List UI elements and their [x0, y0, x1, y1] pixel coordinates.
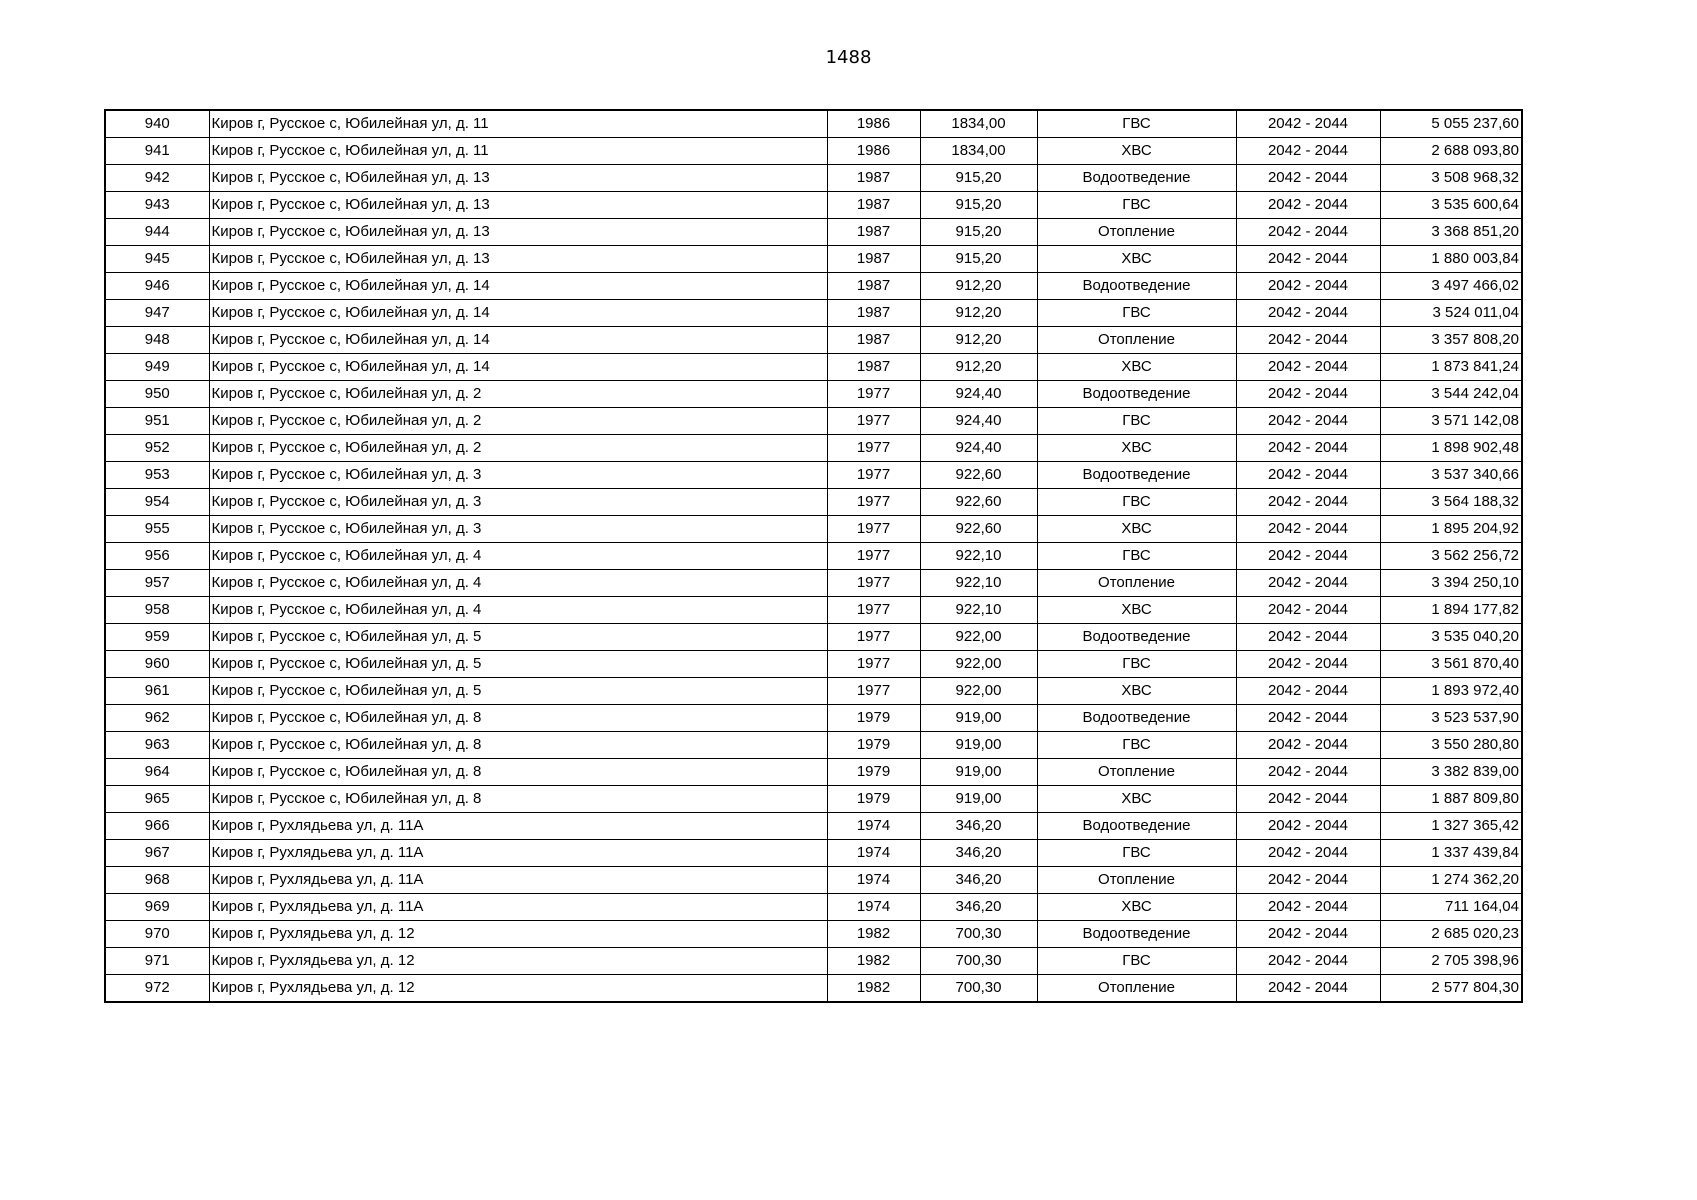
service-type-cell: ГВС — [1037, 408, 1236, 435]
year-built-cell: 1979 — [827, 759, 920, 786]
row-number-cell: 957 — [105, 570, 209, 597]
service-type-cell: ХВС — [1037, 138, 1236, 165]
cost-cell: 3 523 537,90 — [1380, 705, 1522, 732]
service-type-cell: Отопление — [1037, 570, 1236, 597]
area-cell: 912,20 — [920, 327, 1037, 354]
cost-cell: 3 564 188,32 — [1380, 489, 1522, 516]
cost-cell: 1 893 972,40 — [1380, 678, 1522, 705]
period-cell: 2042 - 2044 — [1236, 705, 1380, 732]
service-type-cell: Водоотведение — [1037, 462, 1236, 489]
area-cell: 915,20 — [920, 219, 1037, 246]
row-number-cell: 958 — [105, 597, 209, 624]
period-cell: 2042 - 2044 — [1236, 489, 1380, 516]
table-body — [105, 110, 1522, 1002]
table-row — [105, 381, 1522, 408]
row-number-cell: 942 — [105, 165, 209, 192]
row-number-cell: 963 — [105, 732, 209, 759]
service-type-cell: ХВС — [1037, 894, 1236, 921]
cost-cell: 1 880 003,84 — [1380, 246, 1522, 273]
year-built-cell: 1974 — [827, 840, 920, 867]
table-row — [105, 948, 1522, 975]
area-cell: 346,20 — [920, 840, 1037, 867]
address-cell: Киров г, Русское с, Юбилейная ул, д. 5 — [209, 678, 827, 705]
table-row — [105, 867, 1522, 894]
service-type-cell: ХВС — [1037, 354, 1236, 381]
service-type-cell: ГВС — [1037, 840, 1236, 867]
cost-cell: 1 873 841,24 — [1380, 354, 1522, 381]
row-number-cell: 941 — [105, 138, 209, 165]
table-row — [105, 192, 1522, 219]
table-row — [105, 624, 1522, 651]
period-cell: 2042 - 2044 — [1236, 435, 1380, 462]
service-type-cell: ХВС — [1037, 786, 1236, 813]
year-built-cell: 1979 — [827, 705, 920, 732]
year-built-cell: 1977 — [827, 381, 920, 408]
address-cell: Киров г, Русское с, Юбилейная ул, д. 14 — [209, 273, 827, 300]
row-number-cell: 966 — [105, 813, 209, 840]
address-cell: Киров г, Русское с, Юбилейная ул, д. 11 — [209, 110, 827, 138]
year-built-cell: 1974 — [827, 813, 920, 840]
cost-cell: 1 895 204,92 — [1380, 516, 1522, 543]
table-row — [105, 138, 1522, 165]
year-built-cell: 1987 — [827, 219, 920, 246]
area-cell: 919,00 — [920, 732, 1037, 759]
year-built-cell: 1987 — [827, 273, 920, 300]
row-number-cell: 967 — [105, 840, 209, 867]
area-cell: 1834,00 — [920, 138, 1037, 165]
area-cell: 346,20 — [920, 894, 1037, 921]
address-cell: Киров г, Русское с, Юбилейная ул, д. 4 — [209, 570, 827, 597]
period-cell: 2042 - 2044 — [1236, 219, 1380, 246]
table-row — [105, 354, 1522, 381]
year-built-cell: 1974 — [827, 867, 920, 894]
row-number-cell: 956 — [105, 543, 209, 570]
area-cell: 915,20 — [920, 192, 1037, 219]
cost-cell: 711 164,04 — [1380, 894, 1522, 921]
year-built-cell: 1987 — [827, 246, 920, 273]
service-type-cell: Отопление — [1037, 327, 1236, 354]
row-number-cell: 961 — [105, 678, 209, 705]
cost-cell: 2 577 804,30 — [1380, 975, 1522, 1003]
row-number-cell: 947 — [105, 300, 209, 327]
row-number-cell: 953 — [105, 462, 209, 489]
period-cell: 2042 - 2044 — [1236, 732, 1380, 759]
table-row — [105, 435, 1522, 462]
address-cell: Киров г, Русское с, Юбилейная ул, д. 8 — [209, 786, 827, 813]
row-number-cell: 959 — [105, 624, 209, 651]
period-cell: 2042 - 2044 — [1236, 327, 1380, 354]
service-type-cell: ГВС — [1037, 489, 1236, 516]
table-row — [105, 110, 1522, 138]
address-cell: Киров г, Русское с, Юбилейная ул, д. 14 — [209, 327, 827, 354]
table-row — [105, 759, 1522, 786]
period-cell: 2042 - 2044 — [1236, 110, 1380, 138]
area-cell: 922,10 — [920, 570, 1037, 597]
address-cell: Киров г, Русское с, Юбилейная ул, д. 13 — [209, 219, 827, 246]
table-row — [105, 975, 1522, 1003]
cost-cell: 3 357 808,20 — [1380, 327, 1522, 354]
cost-cell: 3 535 040,20 — [1380, 624, 1522, 651]
cost-cell: 1 894 177,82 — [1380, 597, 1522, 624]
area-cell: 700,30 — [920, 975, 1037, 1003]
registry-table — [104, 109, 1523, 1003]
row-number-cell: 971 — [105, 948, 209, 975]
table-row — [105, 678, 1522, 705]
row-number-cell: 964 — [105, 759, 209, 786]
row-number-cell: 943 — [105, 192, 209, 219]
area-cell: 346,20 — [920, 813, 1037, 840]
year-built-cell: 1977 — [827, 489, 920, 516]
period-cell: 2042 - 2044 — [1236, 786, 1380, 813]
address-cell: Киров г, Русское с, Юбилейная ул, д. 8 — [209, 705, 827, 732]
service-type-cell: Отопление — [1037, 867, 1236, 894]
row-number-cell: 944 — [105, 219, 209, 246]
year-built-cell: 1977 — [827, 543, 920, 570]
cost-cell: 1 327 365,42 — [1380, 813, 1522, 840]
area-cell: 922,60 — [920, 489, 1037, 516]
table-row — [105, 327, 1522, 354]
area-cell: 915,20 — [920, 165, 1037, 192]
cost-cell: 3 537 340,66 — [1380, 462, 1522, 489]
row-number-cell: 968 — [105, 867, 209, 894]
cost-cell: 3 550 280,80 — [1380, 732, 1522, 759]
period-cell: 2042 - 2044 — [1236, 570, 1380, 597]
period-cell: 2042 - 2044 — [1236, 678, 1380, 705]
year-built-cell: 1982 — [827, 948, 920, 975]
area-cell: 924,40 — [920, 408, 1037, 435]
address-cell: Киров г, Рухлядьева ул, д. 11А — [209, 840, 827, 867]
area-cell: 922,10 — [920, 543, 1037, 570]
address-cell: Киров г, Русское с, Юбилейная ул, д. 3 — [209, 516, 827, 543]
row-number-cell: 972 — [105, 975, 209, 1003]
year-built-cell: 1986 — [827, 138, 920, 165]
table-row — [105, 246, 1522, 273]
period-cell: 2042 - 2044 — [1236, 759, 1380, 786]
service-type-cell: Отопление — [1037, 975, 1236, 1003]
row-number-cell: 945 — [105, 246, 209, 273]
row-number-cell: 946 — [105, 273, 209, 300]
area-cell: 912,20 — [920, 300, 1037, 327]
row-number-cell: 965 — [105, 786, 209, 813]
cost-cell: 3 497 466,02 — [1380, 273, 1522, 300]
cost-cell: 2 705 398,96 — [1380, 948, 1522, 975]
year-built-cell: 1987 — [827, 192, 920, 219]
period-cell: 2042 - 2044 — [1236, 354, 1380, 381]
service-type-cell: ГВС — [1037, 300, 1236, 327]
page-number: 1488 — [825, 47, 872, 68]
address-cell: Киров г, Русское с, Юбилейная ул, д. 8 — [209, 732, 827, 759]
year-built-cell: 1979 — [827, 732, 920, 759]
period-cell: 2042 - 2044 — [1236, 246, 1380, 273]
row-number-cell: 969 — [105, 894, 209, 921]
cost-cell: 2 685 020,23 — [1380, 921, 1522, 948]
service-type-cell: Водоотведение — [1037, 165, 1236, 192]
address-cell: Киров г, Русское с, Юбилейная ул, д. 14 — [209, 354, 827, 381]
cost-cell: 1 274 362,20 — [1380, 867, 1522, 894]
period-cell: 2042 - 2044 — [1236, 300, 1380, 327]
table-row — [105, 840, 1522, 867]
row-number-cell: 962 — [105, 705, 209, 732]
service-type-cell: Водоотведение — [1037, 921, 1236, 948]
area-cell: 922,60 — [920, 462, 1037, 489]
year-built-cell: 1987 — [827, 327, 920, 354]
row-number-cell: 950 — [105, 381, 209, 408]
year-built-cell: 1977 — [827, 624, 920, 651]
address-cell: Киров г, Русское с, Юбилейная ул, д. 4 — [209, 597, 827, 624]
service-type-cell: ГВС — [1037, 651, 1236, 678]
table-row — [105, 705, 1522, 732]
service-type-cell: ГВС — [1037, 543, 1236, 570]
period-cell: 2042 - 2044 — [1236, 273, 1380, 300]
cost-cell: 1 337 439,84 — [1380, 840, 1522, 867]
table-row — [105, 813, 1522, 840]
address-cell: Киров г, Русское с, Юбилейная ул, д. 2 — [209, 435, 827, 462]
service-type-cell: Водоотведение — [1037, 273, 1236, 300]
area-cell: 922,00 — [920, 651, 1037, 678]
address-cell: Киров г, Рухлядьева ул, д. 12 — [209, 948, 827, 975]
service-type-cell: Водоотведение — [1037, 813, 1236, 840]
period-cell: 2042 - 2044 — [1236, 921, 1380, 948]
cost-cell: 3 508 968,32 — [1380, 165, 1522, 192]
table-row — [105, 921, 1522, 948]
table-row — [105, 408, 1522, 435]
table-row — [105, 300, 1522, 327]
address-cell: Киров г, Русское с, Юбилейная ул, д. 13 — [209, 165, 827, 192]
year-built-cell: 1977 — [827, 570, 920, 597]
address-cell: Киров г, Рухлядьева ул, д. 11А — [209, 894, 827, 921]
period-cell: 2042 - 2044 — [1236, 381, 1380, 408]
address-cell: Киров г, Русское с, Юбилейная ул, д. 5 — [209, 651, 827, 678]
year-built-cell: 1982 — [827, 975, 920, 1003]
area-cell: 912,20 — [920, 273, 1037, 300]
address-cell: Киров г, Русское с, Юбилейная ул, д. 4 — [209, 543, 827, 570]
service-type-cell: ХВС — [1037, 597, 1236, 624]
service-type-cell: Водоотведение — [1037, 624, 1236, 651]
area-cell: 346,20 — [920, 867, 1037, 894]
area-cell: 700,30 — [920, 948, 1037, 975]
row-number-cell: 940 — [105, 110, 209, 138]
year-built-cell: 1977 — [827, 597, 920, 624]
service-type-cell: ХВС — [1037, 516, 1236, 543]
table-row — [105, 219, 1522, 246]
area-cell: 919,00 — [920, 705, 1037, 732]
service-type-cell: ГВС — [1037, 192, 1236, 219]
period-cell: 2042 - 2044 — [1236, 975, 1380, 1003]
period-cell: 2042 - 2044 — [1236, 894, 1380, 921]
year-built-cell: 1987 — [827, 165, 920, 192]
table-row — [105, 489, 1522, 516]
cost-cell: 3 382 839,00 — [1380, 759, 1522, 786]
row-number-cell: 952 — [105, 435, 209, 462]
cost-cell: 3 562 256,72 — [1380, 543, 1522, 570]
period-cell: 2042 - 2044 — [1236, 948, 1380, 975]
area-cell: 922,00 — [920, 624, 1037, 651]
area-cell: 924,40 — [920, 381, 1037, 408]
area-cell: 700,30 — [920, 921, 1037, 948]
cost-cell: 3 394 250,10 — [1380, 570, 1522, 597]
table-row — [105, 273, 1522, 300]
area-cell: 915,20 — [920, 246, 1037, 273]
area-cell: 919,00 — [920, 786, 1037, 813]
year-built-cell: 1986 — [827, 110, 920, 138]
address-cell: Киров г, Русское с, Юбилейная ул, д. 13 — [209, 246, 827, 273]
address-cell: Киров г, Рухлядьева ул, д. 12 — [209, 975, 827, 1003]
service-type-cell: Водоотведение — [1037, 705, 1236, 732]
service-type-cell: Водоотведение — [1037, 381, 1236, 408]
year-built-cell: 1987 — [827, 354, 920, 381]
cost-cell: 3 535 600,64 — [1380, 192, 1522, 219]
row-number-cell: 948 — [105, 327, 209, 354]
table-row — [105, 165, 1522, 192]
cost-cell: 3 368 851,20 — [1380, 219, 1522, 246]
address-cell: Киров г, Русское с, Юбилейная ул, д. 11 — [209, 138, 827, 165]
area-cell: 922,10 — [920, 597, 1037, 624]
cost-cell: 5 055 237,60 — [1380, 110, 1522, 138]
table-row — [105, 597, 1522, 624]
period-cell: 2042 - 2044 — [1236, 840, 1380, 867]
year-built-cell: 1977 — [827, 462, 920, 489]
period-cell: 2042 - 2044 — [1236, 813, 1380, 840]
period-cell: 2042 - 2044 — [1236, 867, 1380, 894]
service-type-cell: ГВС — [1037, 732, 1236, 759]
area-cell: 922,60 — [920, 516, 1037, 543]
address-cell: Киров г, Русское с, Юбилейная ул, д. 8 — [209, 759, 827, 786]
table-row — [105, 894, 1522, 921]
year-built-cell: 1977 — [827, 435, 920, 462]
period-cell: 2042 - 2044 — [1236, 408, 1380, 435]
cost-cell: 3 561 870,40 — [1380, 651, 1522, 678]
cost-cell: 3 571 142,08 — [1380, 408, 1522, 435]
period-cell: 2042 - 2044 — [1236, 597, 1380, 624]
period-cell: 2042 - 2044 — [1236, 138, 1380, 165]
row-number-cell: 955 — [105, 516, 209, 543]
period-cell: 2042 - 2044 — [1236, 543, 1380, 570]
period-cell: 2042 - 2044 — [1236, 462, 1380, 489]
year-built-cell: 1977 — [827, 408, 920, 435]
cost-cell: 3 524 011,04 — [1380, 300, 1522, 327]
service-type-cell: ГВС — [1037, 948, 1236, 975]
service-type-cell: ГВС — [1037, 110, 1236, 138]
table-row — [105, 543, 1522, 570]
address-cell: Киров г, Русское с, Юбилейная ул, д. 14 — [209, 300, 827, 327]
address-cell: Киров г, Рухлядьева ул, д. 11А — [209, 813, 827, 840]
area-cell: 912,20 — [920, 354, 1037, 381]
address-cell: Киров г, Русское с, Юбилейная ул, д. 5 — [209, 624, 827, 651]
address-cell: Киров г, Рухлядьева ул, д. 11А — [209, 867, 827, 894]
cost-cell: 3 544 242,04 — [1380, 381, 1522, 408]
address-cell: Киров г, Рухлядьева ул, д. 12 — [209, 921, 827, 948]
table-row — [105, 570, 1522, 597]
address-cell: Киров г, Русское с, Юбилейная ул, д. 2 — [209, 381, 827, 408]
year-built-cell: 1979 — [827, 786, 920, 813]
area-cell: 919,00 — [920, 759, 1037, 786]
year-built-cell: 1987 — [827, 300, 920, 327]
row-number-cell: 949 — [105, 354, 209, 381]
year-built-cell: 1977 — [827, 516, 920, 543]
table-row — [105, 462, 1522, 489]
period-cell: 2042 - 2044 — [1236, 516, 1380, 543]
year-built-cell: 1982 — [827, 921, 920, 948]
period-cell: 2042 - 2044 — [1236, 192, 1380, 219]
table-row — [105, 786, 1522, 813]
address-cell: Киров г, Русское с, Юбилейная ул, д. 13 — [209, 192, 827, 219]
area-cell: 1834,00 — [920, 110, 1037, 138]
service-type-cell: ХВС — [1037, 678, 1236, 705]
address-cell: Киров г, Русское с, Юбилейная ул, д. 3 — [209, 462, 827, 489]
address-cell: Киров г, Русское с, Юбилейная ул, д. 2 — [209, 408, 827, 435]
area-cell: 922,00 — [920, 678, 1037, 705]
row-number-cell: 960 — [105, 651, 209, 678]
period-cell: 2042 - 2044 — [1236, 165, 1380, 192]
service-type-cell: Отопление — [1037, 219, 1236, 246]
row-number-cell: 954 — [105, 489, 209, 516]
cost-cell: 2 688 093,80 — [1380, 138, 1522, 165]
cost-cell: 1 887 809,80 — [1380, 786, 1522, 813]
area-cell: 924,40 — [920, 435, 1037, 462]
row-number-cell: 951 — [105, 408, 209, 435]
cost-cell: 1 898 902,48 — [1380, 435, 1522, 462]
period-cell: 2042 - 2044 — [1236, 651, 1380, 678]
year-built-cell: 1977 — [827, 678, 920, 705]
service-type-cell: ХВС — [1037, 435, 1236, 462]
year-built-cell: 1974 — [827, 894, 920, 921]
row-number-cell: 970 — [105, 921, 209, 948]
table-row — [105, 516, 1522, 543]
service-type-cell: ХВС — [1037, 246, 1236, 273]
address-cell: Киров г, Русское с, Юбилейная ул, д. 3 — [209, 489, 827, 516]
table-row — [105, 732, 1522, 759]
service-type-cell: Отопление — [1037, 759, 1236, 786]
period-cell: 2042 - 2044 — [1236, 624, 1380, 651]
table-row — [105, 651, 1522, 678]
year-built-cell: 1977 — [827, 651, 920, 678]
